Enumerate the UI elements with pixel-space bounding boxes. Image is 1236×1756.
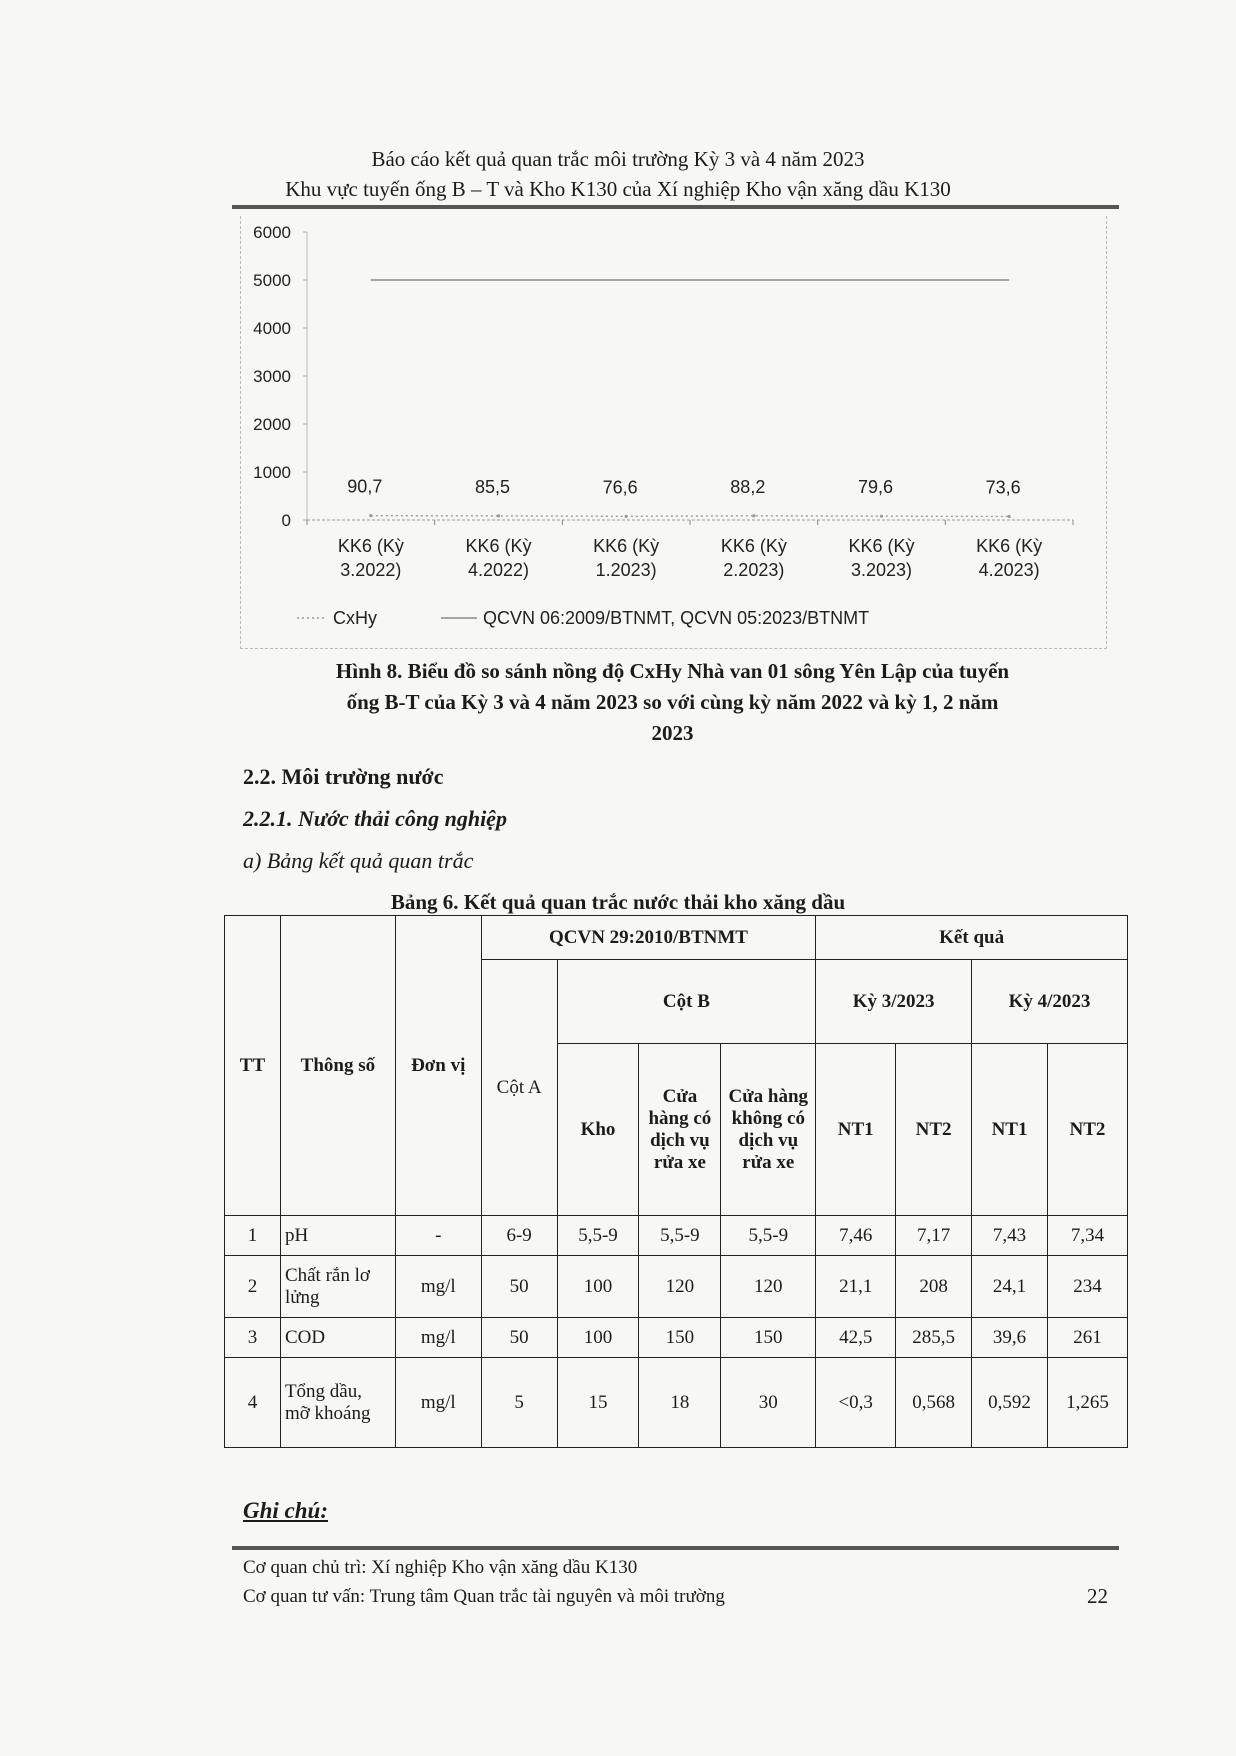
x-category-label: 4.2023)	[978, 560, 1040, 580]
x-category-label: 3.2023)	[850, 560, 913, 580]
y-tick-label: 3000	[253, 367, 291, 386]
cell-tt: 3	[225, 1318, 281, 1358]
line-chart	[241, 216, 1106, 648]
header-period-3: Kỳ 3/2023	[816, 960, 972, 1044]
data-label: 90,7	[347, 476, 383, 497]
data-label: 85,5	[474, 476, 511, 497]
cell-store-nowash: 30	[721, 1358, 816, 1448]
header-store-nowash: Cửa hàng không có dịch vụ rửa xe	[721, 1044, 816, 1216]
y-tick-label: 5000	[253, 271, 291, 290]
cell-value: 7,43	[972, 1216, 1048, 1256]
y-tick-label: 1000	[253, 463, 291, 482]
section-heading: 2.2. Môi trường nước	[243, 764, 444, 789]
figure-caption-line2: ống B-T của Kỳ 3 và 4 năm 2023 so với cùng kỳ năm 2022 và kỳ 1, 2 năm	[346, 690, 999, 714]
report-title: Báo cáo kết quả quan trắc môi trường Kỳ 3 và 4 năm 2023	[371, 147, 865, 171]
x-category-label: KK6 (Kỳ	[848, 536, 915, 556]
header-tt: TT	[225, 916, 281, 1216]
figure-caption-line1: Hình 8. Biểu đồ so sánh nồng độ CxHy Nhà van 01 sông Yên Lập của tuyến	[335, 659, 1010, 683]
x-category-label: 1.2023)	[595, 560, 657, 580]
x-category-label: KK6 (Kỳ	[976, 536, 1043, 556]
cell-col-a: 5	[481, 1358, 557, 1448]
cell-store-wash: 150	[639, 1318, 721, 1358]
cell-value: 0,568	[896, 1358, 972, 1448]
page-number: 22	[1087, 1584, 1108, 1608]
cell-store-nowash: 5,5-9	[721, 1216, 816, 1256]
data-label: 79,6	[857, 477, 894, 498]
cxhy-point	[625, 515, 628, 518]
header-nt1: NT1	[816, 1044, 896, 1216]
figure-caption-line3: 2023	[651, 721, 694, 745]
cell-store-wash: 18	[639, 1358, 721, 1448]
cell-parameter: Chất rắn lơ lửng	[280, 1256, 395, 1318]
chart-container	[240, 216, 1107, 649]
cell-parameter: COD	[280, 1318, 395, 1358]
cell-tt: 4	[225, 1358, 281, 1448]
x-category-label: 3.2022)	[340, 560, 402, 580]
data-label: 76,6	[602, 477, 638, 498]
sub-subsection-heading: a) Bảng kết quả quan trắc	[243, 848, 474, 873]
note-heading: Ghi chú:	[243, 1498, 328, 1523]
header-store-wash: Cửa hàng có dịch vụ rửa xe	[639, 1044, 721, 1216]
cell-col-a: 50	[481, 1318, 557, 1358]
table-row	[225, 1318, 1128, 1358]
table-row	[225, 1256, 1128, 1318]
legend-cxhy-label: CxHy	[333, 608, 377, 628]
cxhy-point	[1008, 515, 1011, 518]
table-row	[225, 1358, 1128, 1448]
cell-value: 1,265	[1047, 1358, 1127, 1448]
header-qcvn: QCVN 29:2010/BTNMT	[481, 916, 816, 960]
footer-rule	[232, 1546, 1119, 1550]
cell-kho: 5,5-9	[557, 1216, 639, 1256]
header-parameter: Thông số	[280, 916, 395, 1216]
cell-parameter: pH	[280, 1216, 395, 1256]
header-col-a: Cột A	[481, 960, 557, 1216]
cell-value: 0,592	[972, 1358, 1048, 1448]
cell-tt: 2	[225, 1256, 281, 1318]
header-period-4: Kỳ 4/2023	[972, 960, 1128, 1044]
legend-limit-label: QCVN 06:2009/BTNMT, QCVN 05:2023/BTNMT	[483, 608, 870, 628]
cell-value: 7,34	[1047, 1216, 1127, 1256]
header-nt2: NT2	[1047, 1044, 1127, 1216]
cell-unit: mg/l	[395, 1318, 481, 1358]
cell-value: 42,5	[816, 1318, 896, 1358]
cell-kho: 100	[557, 1256, 639, 1318]
header-unit: Đơn vị	[395, 916, 481, 1216]
cell-value: 208	[896, 1256, 972, 1318]
cell-value: 39,6	[972, 1318, 1048, 1358]
cell-value: <0,3	[816, 1358, 896, 1448]
data-label: 73,6	[985, 477, 1021, 498]
footer-consultant: Cơ quan tư vấn: Trung tâm Quan trắc tài nguyên và môi trường	[243, 1586, 725, 1607]
y-tick-label: 2000	[253, 415, 291, 434]
cell-store-nowash: 120	[721, 1256, 816, 1318]
header-col-b: Cột B	[557, 960, 816, 1044]
header-kho: Kho	[557, 1044, 639, 1216]
cell-store-wash: 5,5-9	[639, 1216, 721, 1256]
header-nt1: NT1	[972, 1044, 1048, 1216]
cxhy-point	[497, 514, 500, 517]
cell-value: 21,1	[816, 1256, 896, 1318]
cell-unit: mg/l	[395, 1358, 481, 1448]
cell-col-a: 50	[481, 1256, 557, 1318]
table-row	[225, 1216, 1128, 1256]
cell-value: 285,5	[896, 1318, 972, 1358]
results-table	[224, 915, 1128, 1448]
cell-value: 234	[1047, 1256, 1127, 1318]
report-subtitle: Khu vực tuyến ống B – T và Kho K130 của Xí nghiệp Kho vận xăng dầu K130	[285, 177, 951, 201]
cxhy-point	[880, 515, 883, 518]
cell-value: 7,17	[896, 1216, 972, 1256]
x-category-label: 4.2022)	[467, 560, 530, 580]
y-tick-label: 6000	[253, 223, 291, 242]
cell-unit: mg/l	[395, 1256, 481, 1318]
cell-kho: 15	[557, 1358, 639, 1448]
cell-value: 7,46	[816, 1216, 896, 1256]
cell-parameter: Tổng dầu, mỡ khoáng	[280, 1358, 395, 1448]
header-rule	[232, 205, 1119, 209]
y-tick-label: 4000	[253, 319, 291, 338]
header-nt2: NT2	[896, 1044, 972, 1216]
y-tick-label: 0	[281, 511, 291, 530]
x-category-label: KK6 (Kỳ	[593, 536, 660, 556]
x-category-label: 2.2023)	[723, 560, 785, 580]
cxhy-series-line	[371, 516, 1009, 517]
data-label: 88,2	[730, 476, 766, 497]
cxhy-point	[752, 514, 755, 517]
footer-host: Cơ quan chủ trì: Xí nghiệp Kho vận xăng dầu K130	[243, 1557, 638, 1578]
table-caption: Bảng 6. Kết quả quan trắc nước thải kho xăng dầu	[390, 890, 846, 914]
cxhy-point	[369, 514, 372, 517]
cell-tt: 1	[225, 1216, 281, 1256]
x-category-label: KK6 (Kỳ	[465, 536, 532, 556]
cell-kho: 100	[557, 1318, 639, 1358]
cell-store-nowash: 150	[721, 1318, 816, 1358]
x-category-label: KK6 (Kỳ	[720, 536, 787, 556]
cell-store-wash: 120	[639, 1256, 721, 1318]
x-category-label: KK6 (Kỳ	[337, 536, 404, 556]
subsection-heading: 2.2.1. Nước thải công nghiệp	[243, 806, 507, 831]
cell-value: 24,1	[972, 1256, 1048, 1318]
cell-col-a: 6-9	[481, 1216, 557, 1256]
cell-value: 261	[1047, 1318, 1127, 1358]
cell-unit: -	[395, 1216, 481, 1256]
header-result: Kết quả	[816, 916, 1128, 960]
